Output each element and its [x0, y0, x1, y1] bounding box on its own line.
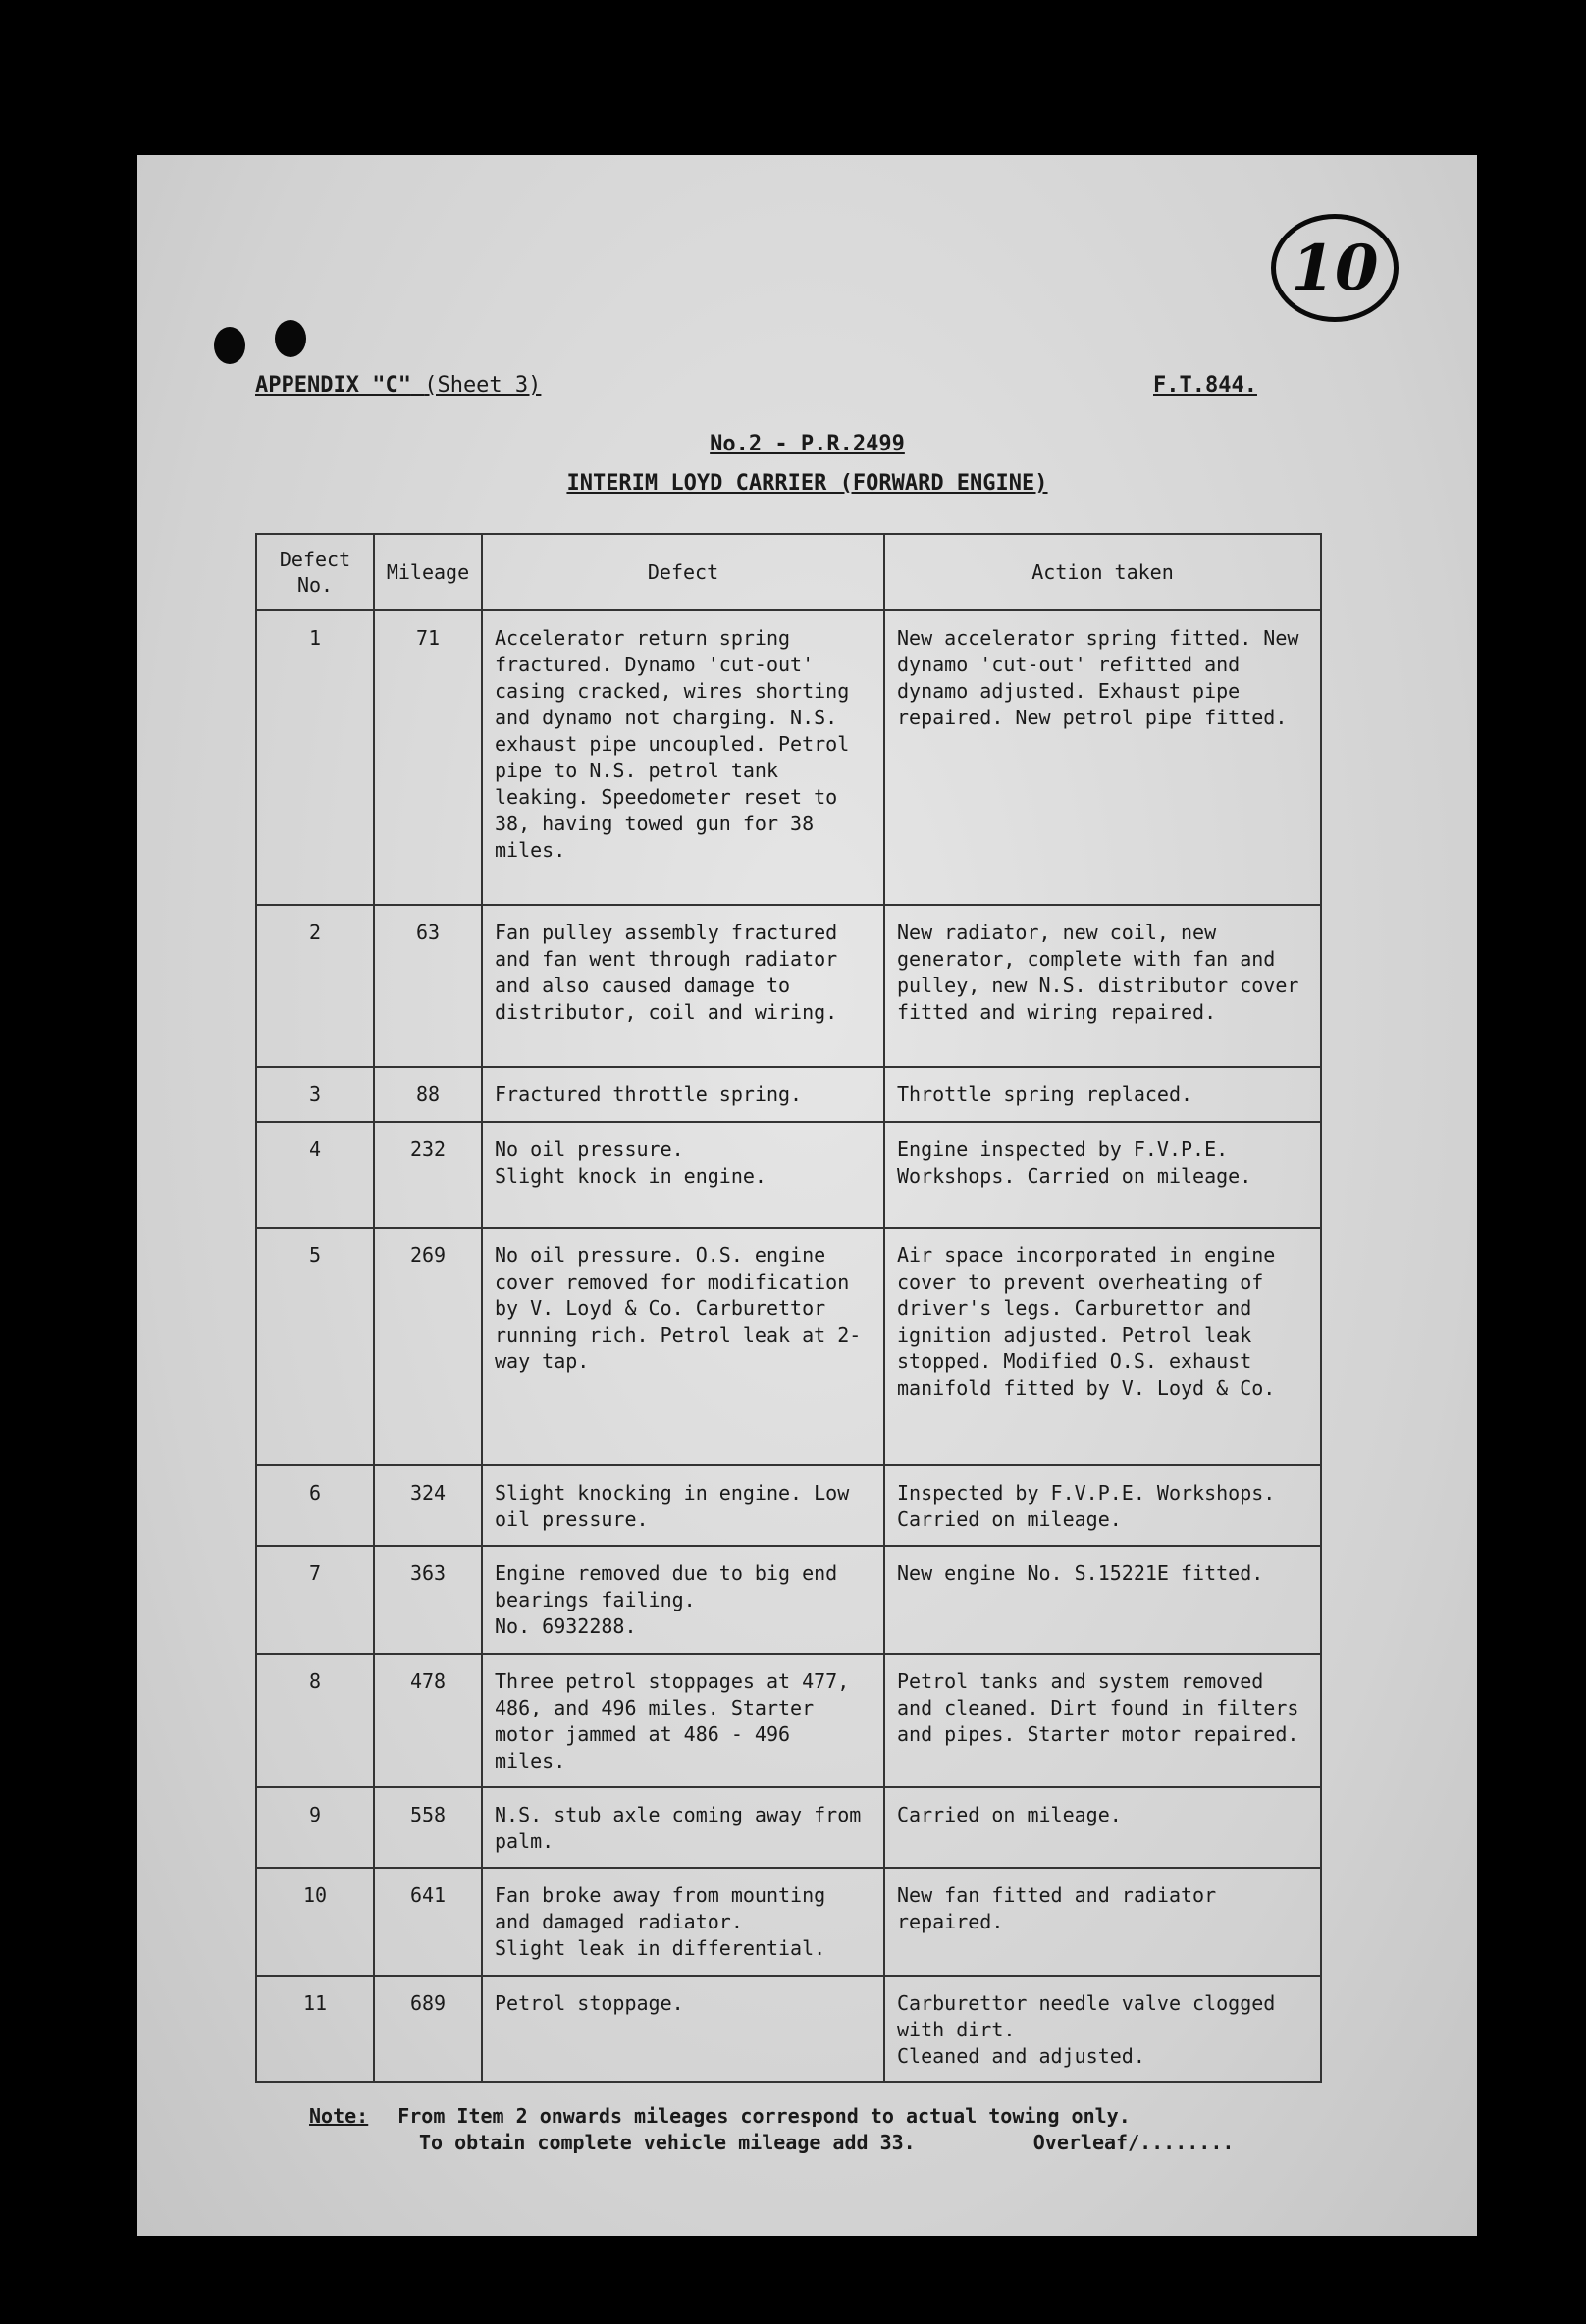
footnote-line1 [309, 2103, 1234, 2130]
reference-number: F.T.844. [1153, 373, 1257, 397]
cell-action: New engine No. S.15221E fitted. [884, 1546, 1321, 1654]
footnote-line2 [419, 2130, 1234, 2156]
cell-defect: Fan broke away from mounting and damaged radiator. Slight leak in differential. [482, 1868, 884, 1976]
cell-mileage: 641 [374, 1868, 482, 1976]
cell-action: Engine inspected by F.V.P.E. Workshops. Carried on mileage. [884, 1122, 1321, 1228]
cell-defect-no: 7 [256, 1546, 374, 1654]
table-row [256, 905, 1321, 1067]
appendix-label: APPENDIX "C" [255, 373, 411, 397]
sheet-label: (Sheet 3) [424, 373, 542, 397]
table-row [256, 610, 1321, 905]
cell-action: New accelerator spring fitted. New dynamo 'cut-out' refitted and dynamo adjusted. Exhaust pipe repaired. New petrol pipe fitted. [884, 610, 1321, 905]
cell-mileage: 558 [374, 1787, 482, 1868]
punch-hole-right [275, 320, 306, 357]
cell-defect: N.S. stub axle coming away from palm. [482, 1787, 884, 1868]
cell-defect-no: 11 [256, 1976, 374, 2082]
cell-action: Inspected by F.V.P.E. Workshops. Carried on mileage. [884, 1465, 1321, 1546]
table-row [256, 1654, 1321, 1787]
cell-defect: Engine removed due to big end bearings failing. No. 6932288. [482, 1546, 884, 1654]
table-row [256, 1976, 1321, 2082]
footnote-text1: From Item 2 onwards mileages correspond to actual towing only. [397, 2104, 1131, 2128]
cell-mileage: 363 [374, 1546, 482, 1654]
cell-defect-no: 9 [256, 1787, 374, 1868]
cell-mileage: 88 [374, 1067, 482, 1122]
cell-mileage: 324 [374, 1465, 482, 1546]
cell-mileage: 71 [374, 610, 482, 905]
cell-action: New radiator, new coil, new generator, complete with fan and pulley, new N.S. distributor cover fitted and wiring repaired. [884, 905, 1321, 1067]
overleaf-marker: Overleaf/........ [1032, 2131, 1235, 2154]
cell-mileage: 478 [374, 1654, 482, 1787]
cell-defect: No oil pressure. O.S. engine cover removed for modification by V. Loyd & Co. Carburettor running rich. Petrol leak at 2-way tap. [482, 1228, 884, 1465]
cell-action: New fan fitted and radiator repaired. [884, 1868, 1321, 1976]
cell-action: Carburettor needle valve clogged with dirt. Cleaned and adjusted. [884, 1976, 1321, 2082]
cell-defect-no: 6 [256, 1465, 374, 1546]
table-row [256, 1122, 1321, 1228]
cell-defect-no: 8 [256, 1654, 374, 1787]
table-row [256, 1067, 1321, 1122]
cell-action: Air space incorporated in engine cover to prevent overheating of driver's legs. Carburettor and ignition adjusted. Petrol leak stopped. Modified O.S. exhaust manifold fitted by V. Loyd & Co. [884, 1228, 1321, 1465]
table-row [256, 1868, 1321, 1976]
cell-action: Carried on mileage. [884, 1787, 1321, 1868]
cell-defect: Accelerator return spring fractured. Dynamo 'cut-out' casing cracked, wires shorting and dynamo not charging. N.S. exhaust pipe uncoupled. Petrol pipe to N.S. petrol tank leaking. Speedometer reset to 38, having towed gun for 38 miles. [482, 610, 884, 905]
table-row [256, 1228, 1321, 1465]
cell-defect-no: 4 [256, 1122, 374, 1228]
cell-defect-no: 10 [256, 1868, 374, 1976]
appendix-heading [255, 373, 541, 397]
cell-defect-no: 2 [256, 905, 374, 1067]
cell-mileage: 689 [374, 1976, 482, 2082]
document-title-line1: No.2 - P.R.2499 [710, 432, 905, 456]
cell-defect: Three petrol stoppages at 477, 486, and 496 miles. Starter motor jammed at 486 - 496 miles. [482, 1654, 884, 1787]
table-row [256, 1787, 1321, 1868]
cell-action: Petrol tanks and system removed and cleaned. Dirt found in filters and pipes. Starter motor repaired. [884, 1654, 1321, 1787]
defect-table [255, 533, 1322, 2083]
document-title-line2: INTERIM LOYD CARRIER (FORWARD ENGINE) [566, 471, 1048, 496]
page-number-stamp: 10 [1271, 214, 1399, 322]
table-row [256, 1546, 1321, 1654]
cell-defect: No oil pressure. Slight knock in engine. [482, 1122, 884, 1228]
header-defect-no: Defect No. [256, 534, 374, 610]
header-action: Action taken [884, 534, 1321, 610]
cell-defect-no: 1 [256, 610, 374, 905]
document-page [137, 155, 1477, 2236]
footnote-label: Note: [309, 2104, 369, 2128]
cell-mileage: 232 [374, 1122, 482, 1228]
cell-mileage: 63 [374, 905, 482, 1067]
cell-defect-no: 3 [256, 1067, 374, 1122]
footnote-text2: To obtain complete vehicle mileage add 33. [419, 2131, 916, 2154]
cell-mileage: 269 [374, 1228, 482, 1465]
header-mileage: Mileage [374, 534, 482, 610]
footnote [309, 2103, 1234, 2156]
cell-defect-no: 5 [256, 1228, 374, 1465]
cell-defect: Petrol stoppage. [482, 1976, 884, 2082]
cell-defect: Fan pulley assembly fractured and fan went through radiator and also caused damage to distributor, coil and wiring. [482, 905, 884, 1067]
cell-action: Throttle spring replaced. [884, 1067, 1321, 1122]
cell-defect: Slight knocking in engine. Low oil pressure. [482, 1465, 884, 1546]
header-defect: Defect [482, 534, 884, 610]
table-row [256, 1465, 1321, 1546]
table-header-row [256, 534, 1321, 610]
cell-defect: Fractured throttle spring. [482, 1067, 884, 1122]
punch-hole-left [214, 327, 245, 364]
